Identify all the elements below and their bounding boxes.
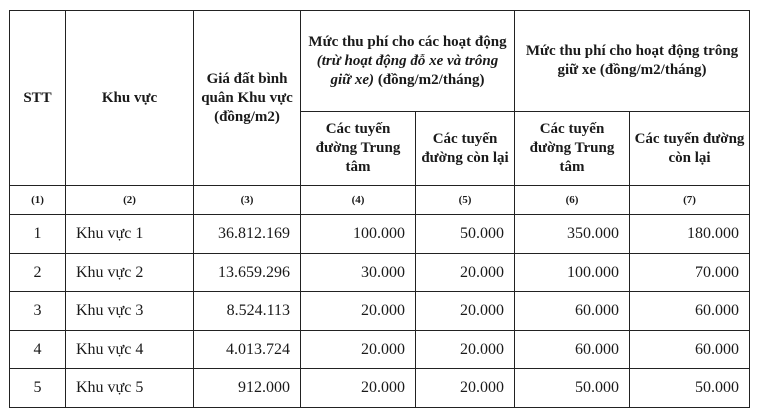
cell-gia-dat: 13.659.296 bbox=[194, 253, 301, 292]
header-stt: STT bbox=[10, 11, 66, 186]
cell-fee-trung-tam: 20.000 bbox=[301, 330, 416, 369]
cell-parking-con-lai: 70.000 bbox=[630, 253, 750, 292]
cell-fee-con-lai: 50.000 bbox=[416, 215, 515, 254]
table-row bbox=[10, 292, 750, 331]
table-row bbox=[10, 253, 750, 292]
cell-stt: 2 bbox=[10, 253, 66, 292]
cell-gia-dat: 36.812.169 bbox=[194, 215, 301, 254]
cell-parking-trung-tam: 350.000 bbox=[515, 215, 630, 254]
cell-gia-dat: 912.000 bbox=[194, 369, 301, 408]
subheader-col6-trung-tam: Các tuyến đường Trung tâm bbox=[515, 112, 630, 186]
cell-parking-trung-tam: 60.000 bbox=[515, 292, 630, 331]
header-gia-dat: Giá đất bình quân Khu vực (đồng/m2) bbox=[194, 11, 301, 186]
cell-khu-vuc: Khu vực 2 bbox=[66, 253, 194, 292]
cell-khu-vuc: Khu vực 3 bbox=[66, 292, 194, 331]
column-index: (5) bbox=[416, 186, 515, 215]
header-group-activities bbox=[301, 11, 515, 112]
column-index-row bbox=[10, 186, 750, 215]
cell-fee-trung-tam: 100.000 bbox=[301, 215, 416, 254]
cell-fee-con-lai: 20.000 bbox=[416, 292, 515, 331]
cell-fee-con-lai: 20.000 bbox=[416, 253, 515, 292]
header-group-activities-part2: (đồng/m2/tháng) bbox=[374, 71, 485, 88]
cell-khu-vuc: Khu vực 4 bbox=[66, 330, 194, 369]
cell-fee-trung-tam: 20.000 bbox=[301, 292, 416, 331]
cell-gia-dat: 8.524.113 bbox=[194, 292, 301, 331]
cell-parking-con-lai: 50.000 bbox=[630, 369, 750, 408]
cell-fee-trung-tam: 30.000 bbox=[301, 253, 416, 292]
cell-stt: 4 bbox=[10, 330, 66, 369]
cell-parking-con-lai: 60.000 bbox=[630, 330, 750, 369]
header-khu-vuc: Khu vực bbox=[66, 11, 194, 186]
cell-stt: 1 bbox=[10, 215, 66, 254]
cell-parking-con-lai: 180.000 bbox=[630, 215, 750, 254]
column-index: (3) bbox=[194, 186, 301, 215]
table-row bbox=[10, 369, 750, 408]
cell-fee-con-lai: 20.000 bbox=[416, 330, 515, 369]
header-row bbox=[10, 11, 750, 112]
cell-parking-trung-tam: 60.000 bbox=[515, 330, 630, 369]
header-group-activities-part1: Mức thu phí cho các hoạt động bbox=[308, 33, 507, 50]
table-row bbox=[10, 215, 750, 254]
cell-stt: 5 bbox=[10, 369, 66, 408]
column-index: (6) bbox=[515, 186, 630, 215]
cell-parking-trung-tam: 50.000 bbox=[515, 369, 630, 408]
fee-table bbox=[9, 10, 750, 408]
column-index: (1) bbox=[10, 186, 66, 215]
cell-stt: 3 bbox=[10, 292, 66, 331]
cell-fee-con-lai: 20.000 bbox=[416, 369, 515, 408]
cell-gia-dat: 4.013.724 bbox=[194, 330, 301, 369]
subheader-col4-trung-tam: Các tuyến đường Trung tâm bbox=[301, 112, 416, 186]
cell-parking-con-lai: 60.000 bbox=[630, 292, 750, 331]
table-row bbox=[10, 330, 750, 369]
subheader-col5-con-lai: Các tuyến đường còn lại bbox=[416, 112, 515, 186]
column-index: (2) bbox=[66, 186, 194, 215]
cell-khu-vuc: Khu vực 5 bbox=[66, 369, 194, 408]
column-index: (4) bbox=[301, 186, 416, 215]
header-group-parking: Mức thu phí cho hoạt động trông giữ xe (đồng/m2/tháng) bbox=[515, 11, 750, 112]
cell-fee-trung-tam: 20.000 bbox=[301, 369, 416, 408]
cell-parking-trung-tam: 100.000 bbox=[515, 253, 630, 292]
subheader-col7-con-lai: Các tuyến đường còn lại bbox=[630, 112, 750, 186]
cell-khu-vuc: Khu vực 1 bbox=[66, 215, 194, 254]
column-index: (7) bbox=[630, 186, 750, 215]
header-group-activities-note: (trừ hoạt động đỗ xe và trông giữ xe) bbox=[316, 52, 499, 88]
